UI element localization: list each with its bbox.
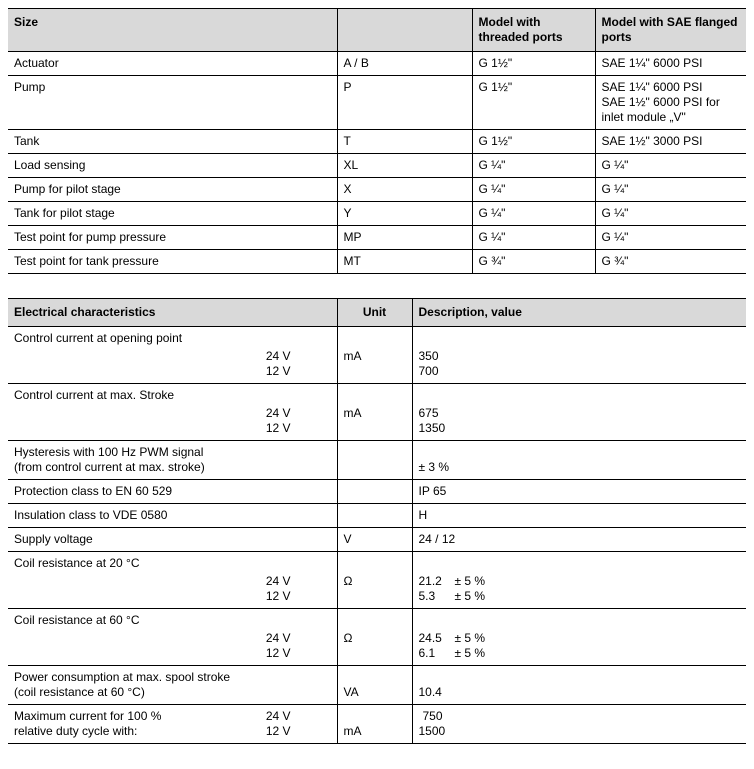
characteristic-label: Control current at max. Stroke — [14, 388, 175, 402]
characteristic-label: (from control current at max. stroke) — [14, 460, 205, 474]
voltage-label: 12 V — [265, 646, 291, 660]
electrical-table — [8, 298, 746, 744]
table-row — [8, 327, 746, 384]
characteristic-label: (coil resistance at 60 °C) — [14, 685, 145, 699]
value: 750 — [422, 709, 443, 723]
voltage-variants — [14, 574, 331, 604]
flanged-cell — [595, 130, 746, 154]
table-row — [8, 250, 746, 274]
value: 675 — [418, 406, 439, 420]
voltage-label: 24 V — [265, 631, 291, 645]
table-row — [8, 154, 746, 178]
flanged-cell — [595, 178, 746, 202]
flanged-cell — [595, 250, 746, 274]
value: 6.1 — [418, 646, 436, 660]
unit-header: Unit — [337, 299, 412, 327]
value-cell: IP 65 — [412, 480, 746, 504]
table-row — [8, 609, 746, 666]
cell-line: SAE 1½" 3000 PSI — [601, 134, 703, 148]
characteristic-cell — [8, 384, 337, 441]
characteristics-header: Electrical characteristics — [8, 299, 337, 327]
tolerance: ± 5 % — [454, 574, 486, 588]
characteristic-cell — [8, 666, 337, 705]
voltage-label: 12 V — [265, 421, 291, 435]
table-row — [8, 52, 746, 76]
port-name-cell: Tank — [14, 134, 40, 148]
characteristic-label: Hysteresis with 100 Hz PWM signal — [14, 445, 204, 459]
table-row — [8, 178, 746, 202]
value: 700 — [418, 364, 439, 378]
value-line — [419, 646, 741, 661]
size-table — [8, 8, 746, 274]
cell-line: G ¼" — [601, 158, 629, 172]
value-cell: H — [412, 504, 746, 528]
characteristic-cell: Insulation class to VDE 0580 — [14, 508, 168, 522]
threaded-cell: G 1½" — [472, 76, 595, 130]
value-line — [419, 589, 741, 604]
characteristic-cell — [8, 441, 337, 480]
threaded-cell: G ¾" — [472, 250, 595, 274]
unit-label: Ω — [343, 574, 353, 588]
table-row — [8, 528, 746, 552]
tolerance: ± 5 % — [454, 631, 486, 645]
electrical-table-header-row — [8, 299, 746, 327]
cell-line: SAE 1½" 6000 PSI for — [601, 95, 720, 109]
value: 1500 — [418, 724, 446, 738]
value: 24.5 — [418, 631, 442, 645]
unit-cell: V — [337, 528, 412, 552]
voltage-variants — [266, 709, 291, 739]
value: 1350 — [418, 421, 446, 435]
unit-cell — [337, 480, 412, 504]
value-cell — [412, 609, 746, 666]
port-code-cell: Y — [337, 202, 472, 226]
threaded-ports-header: Model with threaded ports — [472, 9, 595, 52]
characteristic-label: Coil resistance at 20 °C — [14, 556, 140, 570]
table-row — [8, 705, 746, 744]
threaded-cell: G ¼" — [472, 154, 595, 178]
tolerance: ± 5 % — [454, 646, 486, 660]
value-line — [419, 631, 741, 646]
cell-line: G ¼" — [601, 182, 629, 196]
threaded-cell: G 1½" — [472, 130, 595, 154]
table-row — [8, 130, 746, 154]
port-name-cell: Pump for pilot stage — [14, 182, 121, 196]
value-cell: 24 / 12 — [412, 528, 746, 552]
voltage-label: 24 V — [265, 349, 291, 363]
characteristic-cell — [8, 552, 337, 609]
value: ± 3 % — [418, 460, 450, 474]
voltage-variants — [14, 406, 331, 436]
cell-line: SAE 1¼" 6000 PSI — [601, 80, 703, 94]
table-row — [8, 76, 746, 130]
unit-label: mA — [343, 724, 362, 738]
port-name-cell: Test point for tank pressure — [14, 254, 159, 268]
unit-label: VA — [343, 685, 359, 699]
characteristic-cell — [8, 705, 337, 744]
port-code-cell: MP — [337, 226, 472, 250]
table-row — [8, 552, 746, 609]
port-code-cell: P — [337, 76, 472, 130]
flanged-cell — [595, 226, 746, 250]
port-name-cell: Actuator — [14, 56, 59, 70]
characteristic-label: Coil resistance at 60 °C — [14, 613, 140, 627]
voltage-label: 24 V — [265, 406, 291, 420]
voltage-label: 12 V — [265, 589, 291, 603]
unit-cell — [337, 609, 412, 666]
value-cell — [412, 384, 746, 441]
voltage-label: 24 V — [265, 709, 291, 723]
unit-cell — [337, 504, 412, 528]
port-code-cell: T — [337, 130, 472, 154]
unit-cell — [337, 552, 412, 609]
table-row — [8, 202, 746, 226]
characteristic-cell — [8, 609, 337, 666]
unit-label: mA — [343, 406, 362, 420]
characteristic-cell: Supply voltage — [14, 532, 93, 546]
port-code-cell: XL — [337, 154, 472, 178]
cell-line: G ¼" — [601, 206, 629, 220]
characteristic-label: Power consumption at max. spool stroke — [14, 670, 231, 684]
description-header: Description, value — [412, 299, 746, 327]
threaded-cell: G ¼" — [472, 178, 595, 202]
unit-label: mA — [343, 349, 362, 363]
label-with-variants — [14, 709, 331, 739]
value-cell — [412, 705, 746, 744]
value-cell — [412, 552, 746, 609]
voltage-label: 12 V — [265, 724, 291, 738]
value-line — [419, 574, 741, 589]
value: 10.4 — [418, 685, 442, 699]
code-header — [337, 9, 472, 52]
threaded-cell: G 1½" — [472, 52, 595, 76]
value: 350 — [418, 349, 439, 363]
value: 21.2 — [418, 574, 442, 588]
unit-cell — [337, 705, 412, 744]
port-name-cell: Pump — [14, 80, 46, 94]
value-cell — [412, 441, 746, 480]
port-code-cell: MT — [337, 250, 472, 274]
cell-line: inlet module „V" — [601, 110, 686, 124]
characteristic-cell: Protection class to EN 60 529 — [14, 484, 173, 498]
voltage-variants — [14, 631, 331, 661]
tolerance: ± 5 % — [454, 589, 486, 603]
characteristic-label-lines: Maximum current for 100 % relative duty cycle with: — [14, 709, 162, 738]
cell-line: G ¼" — [601, 230, 629, 244]
flanged-cell — [595, 76, 746, 130]
characteristic-cell — [8, 327, 337, 384]
port-code-cell: A / B — [337, 52, 472, 76]
flanged-cell — [595, 154, 746, 178]
voltage-label: 24 V — [265, 574, 291, 588]
characteristic-label: Control current at opening point — [14, 331, 183, 345]
port-name-cell: Test point for pump pressure — [14, 230, 167, 244]
cell-line: SAE 1¼" 6000 PSI — [601, 56, 703, 70]
flanged-cell — [595, 52, 746, 76]
flanged-cell — [595, 202, 746, 226]
size-table-header-row — [8, 9, 746, 52]
value-cell — [412, 666, 746, 705]
unit-cell — [337, 666, 412, 705]
unit-label: Ω — [343, 631, 353, 645]
table-row — [8, 480, 746, 504]
unit-cell — [337, 441, 412, 480]
port-code-cell: X — [337, 178, 472, 202]
threaded-cell: G ¼" — [472, 226, 595, 250]
port-name-cell: Tank for pilot stage — [14, 206, 115, 220]
table-row — [8, 441, 746, 480]
table-row — [8, 666, 746, 705]
voltage-variants — [14, 349, 331, 379]
voltage-label: 12 V — [265, 364, 291, 378]
unit-cell — [337, 327, 412, 384]
table-row — [8, 384, 746, 441]
table-row — [8, 226, 746, 250]
port-name-cell: Load sensing — [14, 158, 86, 172]
flanged-ports-header: Model with SAE flanged ports — [595, 9, 746, 52]
unit-cell — [337, 384, 412, 441]
table-row — [8, 504, 746, 528]
cell-line: G ¾" — [601, 254, 629, 268]
value-cell — [412, 327, 746, 384]
size-header: Size — [8, 9, 337, 52]
value: 5.3 — [418, 589, 436, 603]
threaded-cell: G ¼" — [472, 202, 595, 226]
